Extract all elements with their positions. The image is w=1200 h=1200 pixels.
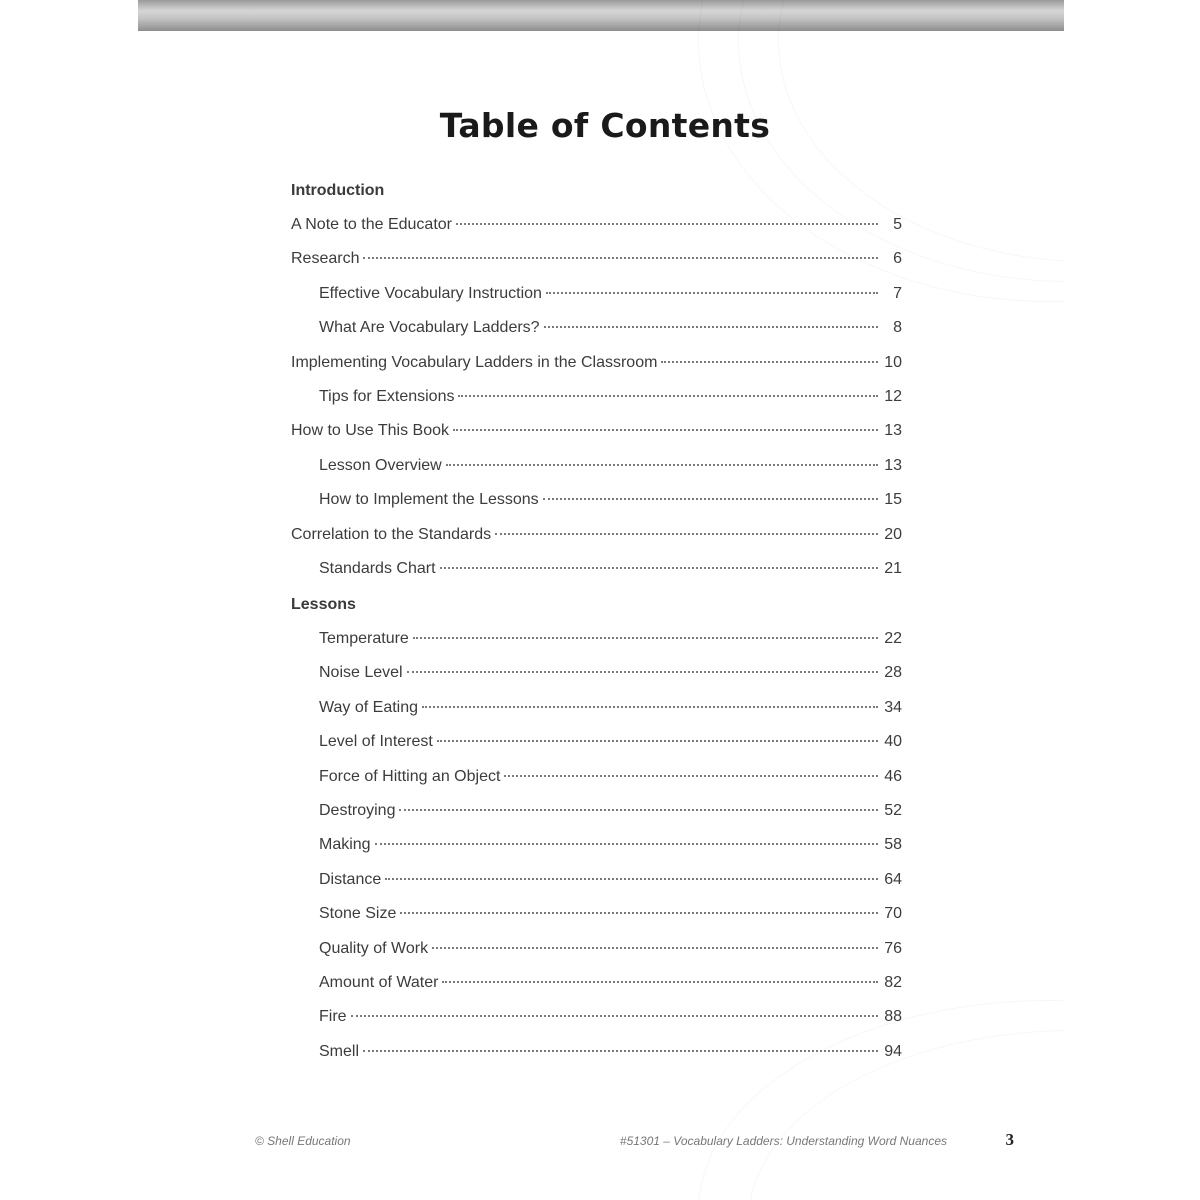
toc-entry-page-number: 58 <box>884 836 902 854</box>
toc-entry-page-number: 46 <box>884 767 902 785</box>
toc-entry-label: How to Use This Book <box>291 422 449 440</box>
toc-entry-label: Destroying <box>319 802 396 819</box>
toc-entry-label: Research <box>291 250 360 268</box>
toc-entry <box>291 422 902 446</box>
footer-publisher: © Shell Education <box>255 1134 351 1148</box>
dot-leader <box>375 843 878 845</box>
dot-leader <box>400 912 878 914</box>
dot-leader <box>442 981 878 983</box>
toc-entry-label: Standards Chart <box>319 560 436 577</box>
toc-entry-page-number: 28 <box>884 664 902 682</box>
toc-entry <box>319 457 902 481</box>
toc-entry-page-number: 70 <box>884 905 902 923</box>
page-number: 3 <box>1005 1130 1014 1149</box>
toc-entry-page-number: 13 <box>884 456 902 474</box>
dot-leader <box>351 1015 878 1017</box>
toc-entry-page-number: 21 <box>884 560 902 577</box>
toc-entry <box>319 768 902 792</box>
toc-entry-label: Making <box>319 836 371 854</box>
dot-leader <box>363 1050 878 1052</box>
dot-leader <box>458 395 878 397</box>
toc-entry-label: Level of Interest <box>319 733 433 751</box>
dot-leader <box>495 533 878 535</box>
toc-entry <box>319 699 902 723</box>
toc-entry <box>319 664 902 688</box>
toc-entry <box>319 974 902 998</box>
toc-entry <box>319 940 902 964</box>
toc-entry-page-number: 8 <box>893 319 902 337</box>
toc-entry-page-number: 82 <box>884 974 902 991</box>
toc-entry <box>319 836 902 860</box>
toc-entry <box>319 1008 902 1032</box>
toc-entry-label: Smell <box>319 1042 360 1060</box>
section-heading: Introduction <box>291 182 385 199</box>
toc-entry-page-number: 7 <box>893 284 902 302</box>
toc-entry <box>319 733 902 757</box>
toc-entry-page-number: 15 <box>884 491 902 509</box>
toc-entry-page-number: 76 <box>884 939 902 957</box>
dot-leader <box>432 947 878 949</box>
toc-entry-label: A Note to the Educator <box>291 216 452 233</box>
footer-book-title: #51301 – Vocabulary Ladders: Understanding Word Nuances <box>619 1134 947 1148</box>
toc-entry-label: Distance <box>319 870 382 888</box>
toc-entry-page-number: 5 <box>893 216 902 233</box>
dot-leader <box>363 257 878 259</box>
dot-leader <box>546 292 878 294</box>
document-page <box>138 0 1064 1200</box>
toc-entry <box>319 1043 902 1067</box>
toc-entry-page-number: 6 <box>893 250 902 268</box>
dot-leader <box>446 464 878 466</box>
toc-entry <box>319 388 902 412</box>
toc-entry-label: How to Implement the Lessons <box>319 491 539 509</box>
toc-entry-page-number: 20 <box>884 525 902 543</box>
toc-entry <box>319 491 902 515</box>
toc-entry-page-number: 12 <box>884 388 902 405</box>
dot-leader <box>385 878 878 880</box>
dot-leader <box>399 809 878 811</box>
toc-entry-page-number: 88 <box>884 1008 902 1026</box>
toc-entry <box>319 802 902 826</box>
dot-leader <box>661 361 878 363</box>
dot-leader <box>437 740 878 742</box>
toc-entry-label: Lesson Overview <box>319 456 442 474</box>
toc-entry <box>319 630 902 654</box>
toc-entry-label: Effective Vocabulary Instruction <box>319 284 542 302</box>
toc-entry-page-number: 40 <box>884 733 902 751</box>
toc-entry-label: Tips for Extensions <box>319 388 455 405</box>
toc-entry <box>319 285 902 309</box>
dot-leader <box>456 223 878 225</box>
dot-leader <box>407 671 878 673</box>
toc-entry-page-number: 13 <box>884 422 902 440</box>
toc-entry-page-number: 94 <box>884 1042 902 1060</box>
toc-entry-label: Implementing Vocabulary Ladders in the Classroom <box>291 353 658 371</box>
dot-leader <box>422 706 878 708</box>
toc-entry-label: Noise Level <box>319 664 403 682</box>
toc-entry-page-number: 34 <box>884 698 902 716</box>
toc-entry-label: Fire <box>319 1008 347 1026</box>
toc-entry-label: Quality of Work <box>319 939 429 957</box>
toc-entry-label: Amount of Water <box>319 974 439 991</box>
toc-entry-page-number: 52 <box>884 802 902 819</box>
dot-leader <box>413 637 878 639</box>
toc-entry <box>319 560 902 584</box>
toc-entry <box>291 216 902 240</box>
toc-entry-label: Correlation to the Standards <box>291 525 492 543</box>
toc-entry-label: Stone Size <box>319 905 397 923</box>
toc-entry <box>291 526 902 550</box>
toc-entry <box>319 871 902 895</box>
section-heading: Lessons <box>291 596 356 613</box>
toc-entry <box>319 905 902 929</box>
toc-entry <box>291 250 902 274</box>
toc-entry <box>319 319 902 343</box>
toc-entry-label: Force of Hitting an Object <box>319 767 501 785</box>
toc-entry-label: Temperature <box>319 630 409 647</box>
toc-entry-page-number: 22 <box>884 630 902 647</box>
dot-leader <box>440 567 878 569</box>
dot-leader <box>543 498 878 500</box>
toc-entry-label: What Are Vocabulary Ladders? <box>319 319 540 337</box>
dot-leader <box>544 326 878 328</box>
dot-leader <box>453 429 878 431</box>
toc-entry-page-number: 10 <box>884 353 902 371</box>
toc-entry-label: Way of Eating <box>319 698 419 716</box>
toc-entry <box>291 354 902 378</box>
page-title: Table of Contents <box>439 106 771 145</box>
dot-leader <box>504 775 878 777</box>
toc-entry-page-number: 64 <box>884 870 902 888</box>
